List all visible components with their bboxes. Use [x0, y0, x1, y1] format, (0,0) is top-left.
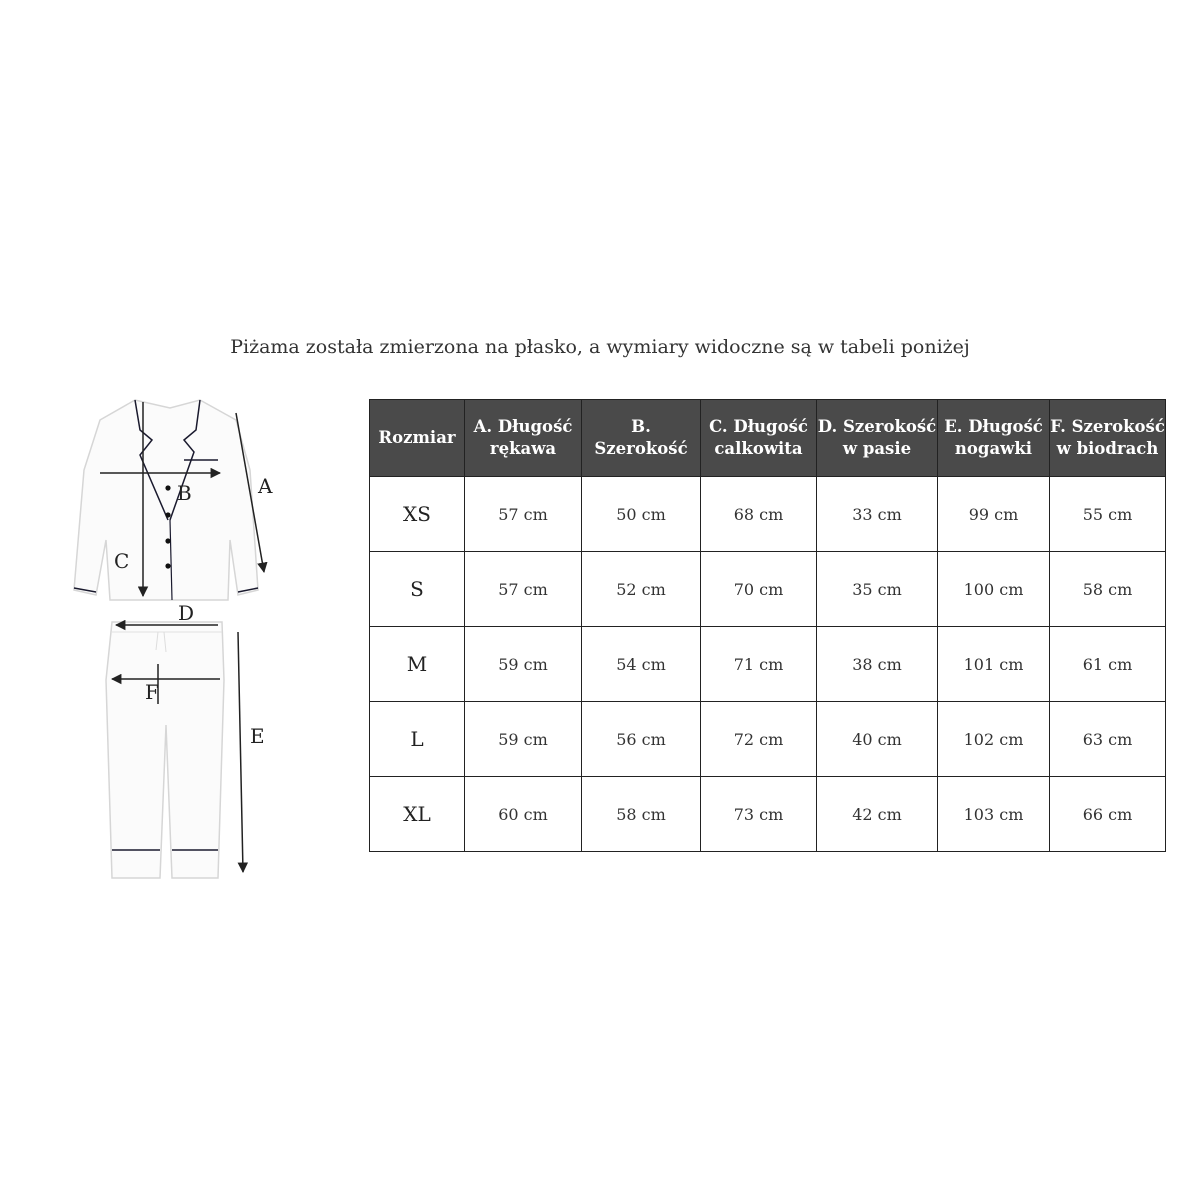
pajama-measurement-diagram	[0, 0, 360, 1200]
table-cell: 58 cm	[1050, 552, 1166, 627]
table-cell: 59 cm	[465, 702, 582, 777]
size-table	[369, 399, 1166, 852]
header-hip-width: F. Szerokość w biodrach	[1050, 400, 1166, 477]
header-size: Rozmiar	[370, 400, 465, 477]
table-cell: 56 cm	[582, 702, 701, 777]
table-row	[370, 477, 1166, 552]
label-c: C	[114, 549, 130, 573]
table-cell: 99 cm	[938, 477, 1050, 552]
table-cell: 40 cm	[817, 702, 938, 777]
pajama-illustration	[0, 0, 360, 1200]
table-cell: 71 cm	[701, 627, 817, 702]
table-cell: 59 cm	[465, 627, 582, 702]
table-cell: 63 cm	[1050, 702, 1166, 777]
label-e: E	[250, 724, 265, 748]
table-cell: 70 cm	[701, 552, 817, 627]
table-cell: 103 cm	[938, 777, 1050, 852]
table-cell: 35 cm	[817, 552, 938, 627]
header-waist-width: D. Szerokość w pasie	[817, 400, 938, 477]
header-width: B. Szerokość	[582, 400, 701, 477]
label-a: A	[258, 474, 273, 498]
label-d: D	[178, 601, 195, 625]
size-cell: XL	[370, 777, 465, 852]
shirt-drawing	[74, 400, 258, 600]
header-sleeve-length: A. Długość rękawa	[465, 400, 582, 477]
table-cell: 42 cm	[817, 777, 938, 852]
table-cell: 68 cm	[701, 477, 817, 552]
label-b: B	[177, 481, 192, 505]
header-total-length: C. Długość calkowita	[701, 400, 817, 477]
table-row	[370, 702, 1166, 777]
table-cell: 60 cm	[465, 777, 582, 852]
page-caption: Piżama została zmierzona na płasko, a wymiary widoczne są w tabeli poniżej	[230, 336, 970, 358]
table-cell: 38 cm	[817, 627, 938, 702]
table-cell: 73 cm	[701, 777, 817, 852]
size-cell: S	[370, 552, 465, 627]
table-cell: 55 cm	[1050, 477, 1166, 552]
table-cell: 61 cm	[1050, 627, 1166, 702]
table-cell: 58 cm	[582, 777, 701, 852]
table-cell: 101 cm	[938, 627, 1050, 702]
table-cell: 102 cm	[938, 702, 1050, 777]
size-cell: XS	[370, 477, 465, 552]
table-cell: 100 cm	[938, 552, 1050, 627]
table-row	[370, 777, 1166, 852]
header-leg-length: E. Długość nogawki	[938, 400, 1050, 477]
pants-drawing	[106, 622, 224, 878]
table-cell: 50 cm	[582, 477, 701, 552]
size-cell: M	[370, 627, 465, 702]
table-cell: 66 cm	[1050, 777, 1166, 852]
table-cell: 33 cm	[817, 477, 938, 552]
table-row	[370, 627, 1166, 702]
table-cell: 54 cm	[582, 627, 701, 702]
table-cell: 57 cm	[465, 552, 582, 627]
table-header-row	[370, 400, 1166, 477]
table-row	[370, 552, 1166, 627]
table-cell: 52 cm	[582, 552, 701, 627]
label-f: F	[145, 680, 159, 704]
table-cell: 57 cm	[465, 477, 582, 552]
size-cell: L	[370, 702, 465, 777]
table-cell: 72 cm	[701, 702, 817, 777]
